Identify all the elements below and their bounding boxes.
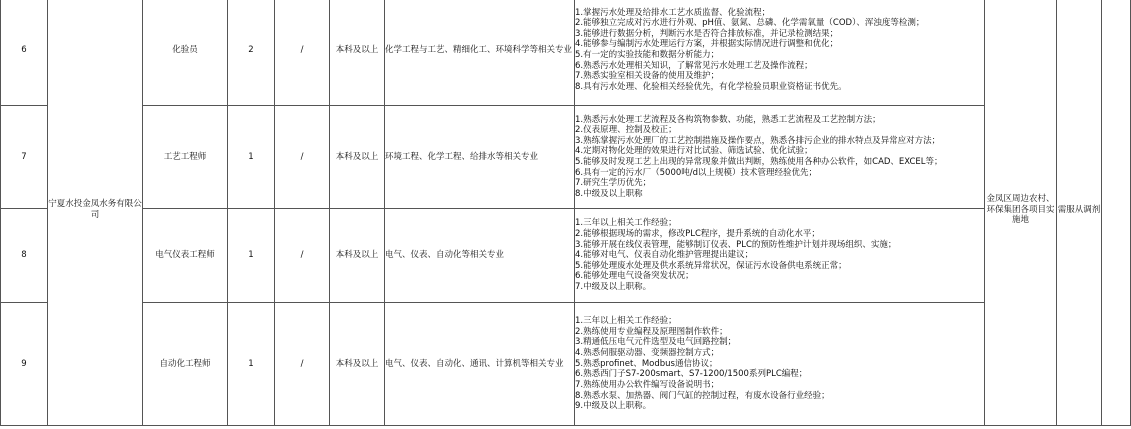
job-requirements bbox=[575, 106, 985, 209]
requirement-line: 1.三年以上相关工作经验； bbox=[575, 218, 677, 229]
remark: 需服从调剂 bbox=[1057, 0, 1102, 426]
education-requirement: 本科及以上 bbox=[330, 303, 385, 426]
requirement-line: 6.熟悉污水处理相关知识，了解常见污水处理工艺及操作流程； bbox=[575, 60, 813, 71]
position-title: 自动化工程师 bbox=[143, 303, 228, 426]
requirement-line: 3.熟练掌握污水处理厂的工艺控制措施及操作要点，熟悉各排污企业的排水特点及异常应对方法； bbox=[575, 135, 941, 146]
requirement-line: 6.能够处理电气设备突发状况； bbox=[575, 271, 694, 282]
requirement-line: 1.熟悉污水处理工艺流程及各构筑物参数、功能，熟悉工艺流程及工艺控制方法； bbox=[575, 114, 881, 125]
table-row bbox=[1, 303, 1131, 426]
age-requirement: / bbox=[275, 106, 330, 209]
row-number: 9 bbox=[1, 303, 48, 426]
requirement-line: 4.能够参与编制污水处理运行方案，并根据实际情况进行调整和优化； bbox=[575, 39, 839, 50]
position-title: 化验员 bbox=[143, 0, 228, 106]
requirement-line: 2.能够根据现场的需求，修改PLC程序，提升系统的自动化水平； bbox=[575, 228, 820, 239]
education-requirement: 本科及以上 bbox=[330, 106, 385, 209]
table-row bbox=[1, 209, 1131, 303]
headcount: 1 bbox=[228, 303, 275, 426]
requirement-line: 9.中级及以上职称。 bbox=[575, 401, 652, 412]
age-requirement: / bbox=[275, 0, 330, 106]
education-requirement: 本科及以上 bbox=[330, 0, 385, 106]
requirement-line: 3.能够开展在线仪表管理，能够制订仪表、PLC的预防性维护计划并现场组织、实施； bbox=[575, 239, 897, 250]
company-name: 宁夏水投金凤水务有限公司 bbox=[48, 0, 143, 426]
position-title: 电气仪表工程师 bbox=[143, 209, 228, 303]
position-title: 工艺工程师 bbox=[143, 106, 228, 209]
requirement-line: 7.熟练使用办公软件编写设备说明书； bbox=[575, 379, 720, 390]
job-requirements bbox=[575, 209, 985, 303]
row-number: 6 bbox=[1, 0, 48, 106]
requirement-line: 7.熟悉实验室相关设备的使用及维护； bbox=[575, 71, 720, 82]
requirement-line: 2.能够独立完成对污水进行外观、pH值、氨氮、总磷、化学需氧量（COD）、浑浊度等检测； bbox=[575, 18, 925, 29]
requirement-line: 8.中级及以上职称 bbox=[575, 188, 643, 199]
headcount: 1 bbox=[228, 209, 275, 303]
row-number: 8 bbox=[1, 209, 48, 303]
requirement-line: 7.中级及以上职称。 bbox=[575, 282, 652, 293]
requirement-line: 6.熟悉西门子S7-200smart、S7-1200/1500系列PLC编程； bbox=[575, 369, 808, 380]
requirement-line: 6.具有一定的污水厂（5000吨/d以上规模）技术管理经验优先； bbox=[575, 167, 818, 178]
requirement-line: 5.能够及时发现工艺上出现的异常现象并做出判断，熟练使用各种办公软件，如CAD、EXCEL等； bbox=[575, 157, 943, 167]
blank-cell bbox=[1102, 0, 1131, 426]
requirement-line: 4.熟悉伺服驱动器、变频器控制方式； bbox=[575, 348, 720, 359]
requirement-line: 3.精通低压电气元件选型及电气回路控制； bbox=[575, 337, 737, 348]
requirement-line: 1.三年以上相关工作经验； bbox=[575, 316, 677, 327]
major-requirement: 电气、仪表、自动化等相关专业 bbox=[385, 209, 575, 303]
job-requirements bbox=[575, 0, 985, 106]
requirement-line: 4.能够对电气、仪表自动化维护管理提出建议； bbox=[575, 250, 754, 261]
requirement-line: 2.熟练使用专业编程及原理图制作软件； bbox=[575, 326, 728, 337]
requirement-line: 3.能够进行数据分析，判断污水是否符合排放标准，并记录检测结果； bbox=[575, 28, 839, 39]
requirement-line: 5.熟悉profinet、Modbus通信协议； bbox=[575, 358, 718, 369]
work-area: 金凤区周边农村、环保集团各项目实施地 bbox=[985, 0, 1057, 426]
requirement-line: 2.仪表原理、控制及校正； bbox=[575, 125, 677, 136]
job-requirements bbox=[575, 303, 985, 426]
headcount: 2 bbox=[228, 0, 275, 106]
requirement-line: 8.具有污水处理、化验相关经验优先，有化学检验员职业资格证书优先。 bbox=[575, 81, 847, 92]
requirement-line: 7.研究生学历优先； bbox=[575, 178, 652, 189]
requirement-line: 4.定期对物化处理的效果进行对比试验、筛选试验、优化试验； bbox=[575, 146, 813, 157]
requirement-line: 5.能够处理废水处理及供水系统异常状况，保证污水设备供电系统正常； bbox=[575, 260, 847, 271]
row-number: 7 bbox=[1, 106, 48, 209]
requirement-line: 8.熟悉水泵、加热器、阀门气缸的控制过程，有废水设备行业经验； bbox=[575, 390, 830, 401]
major-requirement: 环境工程、化学工程、给排水等相关专业 bbox=[385, 106, 575, 209]
major-requirement: 电气、仪表、自动化、通讯、计算机等相关专业 bbox=[385, 303, 575, 426]
education-requirement: 本科及以上 bbox=[330, 209, 385, 303]
major-requirement: 化学工程与工艺、精细化工、环境科学等相关专业 bbox=[385, 0, 575, 106]
headcount: 1 bbox=[228, 106, 275, 209]
table-row bbox=[1, 0, 1131, 106]
age-requirement: / bbox=[275, 209, 330, 303]
requirement-line: 5.有一定的实验技能和数据分析能力； bbox=[575, 50, 720, 60]
table-row bbox=[1, 106, 1131, 209]
requirement-line: 1.掌握污水处理及给排水工艺水质监督、化验流程； bbox=[575, 7, 771, 18]
age-requirement: / bbox=[275, 303, 330, 426]
